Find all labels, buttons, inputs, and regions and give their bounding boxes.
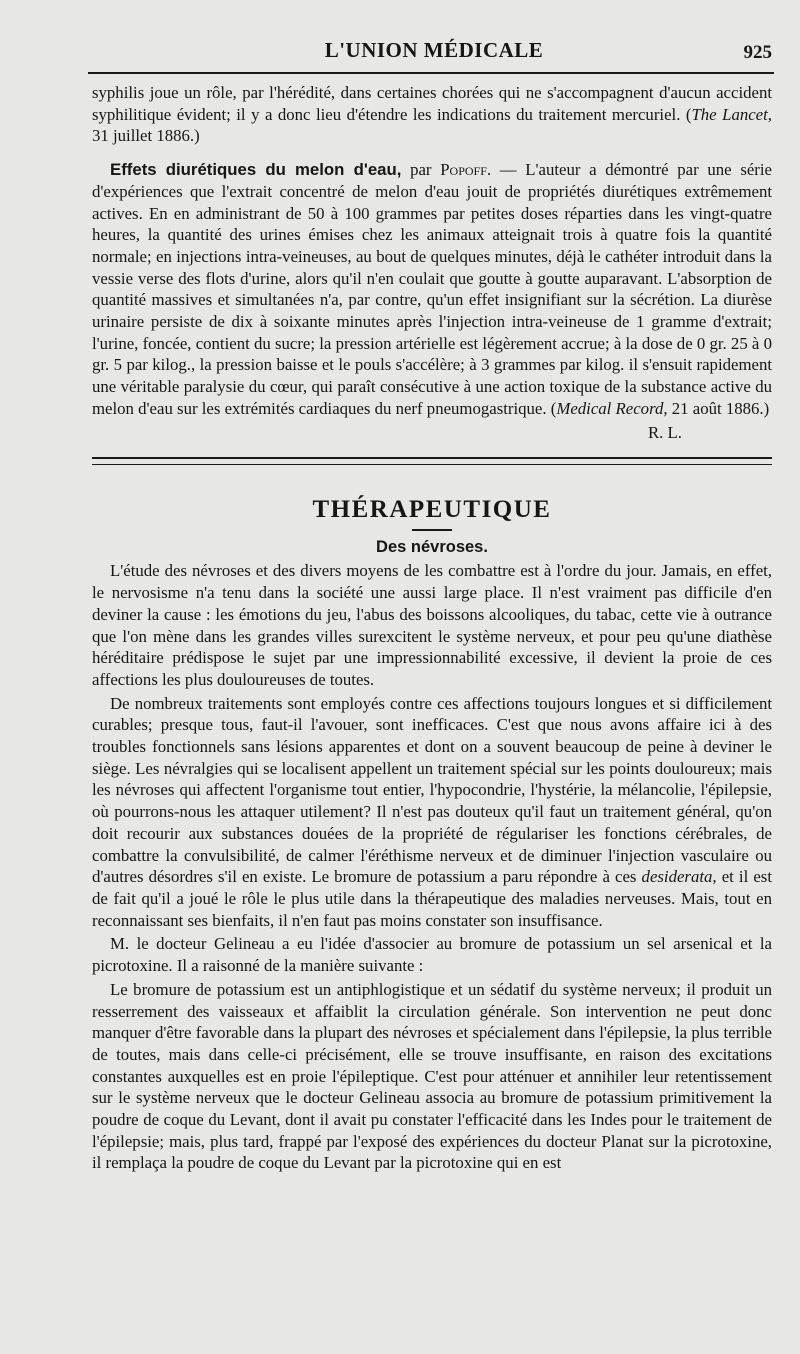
diuretic-title: Effets diurétiques du melon d'eau,: [110, 160, 402, 180]
therapy-paragraph-2-italic: desiderata: [641, 867, 713, 887]
therapy-paragraph-1: L'étude des névroses et des divers moyens de les combattre est à l'ordre du jour. Jamais, en effet, le nervosisme n'a tenu dans la société une aussi large place. Il n'est vraiment pas difficile d'en deviner la cause : les émotions du jeu, l'abus des boissons alcooliques, du tabac, cette vie à outrance que l'on mène dans les grandes villes surexcitent le système nerveux, et pour peu qu'une diathèse héréditaire prédispose le sujet par une impressionnabilité excessive, il devient la proie de ces affections les plus douloureuses de toutes.: [92, 561, 772, 689]
diuretic-paragraph: [92, 159, 772, 419]
therapy-paragraph-2-tail: , et il est de fait qu'il a joué le rôle le plus utile dans la thérapeutique des maladies nerveuses. Mais, tout en reconnaissant ses bienfaits, il n'en faut pas moins constater son insuffisance.: [92, 867, 772, 930]
running-title: L'UNION MÉDICALE: [324, 38, 544, 62]
source-medical-record: Medical Record: [556, 398, 664, 418]
diuretic-author: Popoff: [440, 160, 487, 180]
therapy-paragraph-4: Le bromure de potassium est un antiphlogistique et un sédatif du système nerveux; il produit un resserrement des vaisseaux et affaiblit la circulation générale. Son intervention ne peut donc manquer d'être favorable dans la plupart des névroses et spécialement dans l'épilepsie, la plus terrible de toutes, mais dans celle-ci précisément, elle se trouve insuffisante, en raison des excitations constantes auxquelles est en proie l'épileptique. C'est pour atténuer et annihiler leur retentissement sur le système nerveux que le docteur Gelineau associa au bromure de potassium primitivement la poudre de coque du Levant, dont il avait pu constater l'efficacité dans les Indes pour le traitement de l'épilepsie; mais, plus tard, frappé par l'exposé des expériences du docteur Planat sur la picrotoxine, il remplaça la poudre de coque du Levant par la picrotoxine qui en est: [92, 979, 772, 1173]
source-medical-record-date: , 21 août 1886.): [663, 398, 770, 418]
page-number: 925: [743, 42, 772, 63]
subsection-title: Des névroses.: [376, 537, 488, 556]
section-title-rule: [412, 529, 452, 531]
diuretic-text: . — L'auteur a démontré par une série d'expériences que l'extrait concentré de melon d'eau jouit de propriétés diurétiques extrêmement actives. En en administrant de 50 à 100 grammes par petites doses réparties dans les vingt-quatre heures, la quantité des urines émises chez les animaux atteignait trois à quatre fois la quantité normale; en injections intra-veineuses, au bout de quelques minutes, déjà le cathéter introduit dans la vessie verse des flots d'urine, alors qu'il n'en coulait que goutte à goutte auparavant. L'absorption de quantité massives et simultanées n'a, par contre, qu'un effet insignifiant sur la sécrétion. La diurèse urinaire persiste de dix à soixante minutes après l'injection intra-veineuse de 1 gramme d'extrait; l'urine, foncée, contient du sucre; la pression artérielle est légèrement accrue; à la dose de 0 gr. 25 à 0 gr. 5 par kilog., la pression baisse et le pouls s'accélère; à 3 grammes par kilog. il s'ensuit rapidement une véritable paralysie du cœur, qui paraît consécutive à une action toxique de la substance active du melon d'eau sur les extrémités cardiaques du nerf pneumogastrique. (: [92, 160, 772, 418]
chorea-text: syphilis joue un rôle, par l'hérédité, dans certaines chorées qui ne s'accompagnent d'aucun accident syphilitique évident; il y a donc lieu d'étendre les indications du traitement mercuriel. (: [92, 83, 772, 124]
header-rule: [88, 72, 774, 74]
running-head: [96, 38, 772, 68]
page-content: [92, 82, 772, 1174]
therapy-paragraph-3: M. le docteur Gelineau a eu l'idée d'associer au bromure de potassium un sel arsenical et la picrotoxine. Il a raisonné de la manière suivante :: [92, 934, 772, 976]
section-title: THÉRAPEUTIQUE: [312, 496, 552, 524]
source-lancet-date: , 31 juillet 1886.): [92, 104, 772, 146]
diuretic-by: par: [401, 160, 441, 180]
chorea-paragraph: [92, 82, 772, 147]
section-divider: [92, 457, 772, 465]
therapy-paragraph-2: [92, 693, 772, 932]
source-lancet: The Lancet: [691, 104, 768, 124]
therapy-paragraph-2-text: De nombreux traitements sont employés contre ces affections toujours longues et si difficilement curables; presque tous, faut-il l'avouer, sont inefficaces. C'est que nous avons affaire ici à des troubles fonctionnels sans lésions apparentes et dont on a souvent beaucoup de peine à deviner le siège. Les névralgies qui se localisent appellent un traitement spécial sur les points douloureux; mais les névroses qui affectent l'organisme tout entier, l'hypocondrie, l'hystérie, la mélancolie, l'épilepsie, où pourrons-nous les attaquer utilement? Il n'est pas douteux qu'il faut un traitement général, qu'on doit recourir aux substances douées de la propriété de régulariser les fonctions cérébrales, de combattre la convulsibilité, de calmer l'éréthisme nerveux et de diminuer l'injection vasculaire ou d'autres désordres s'il en existe. Le bromure de potassium a paru répondre à ces: [92, 693, 772, 887]
signature: R. L.: [647, 422, 682, 442]
